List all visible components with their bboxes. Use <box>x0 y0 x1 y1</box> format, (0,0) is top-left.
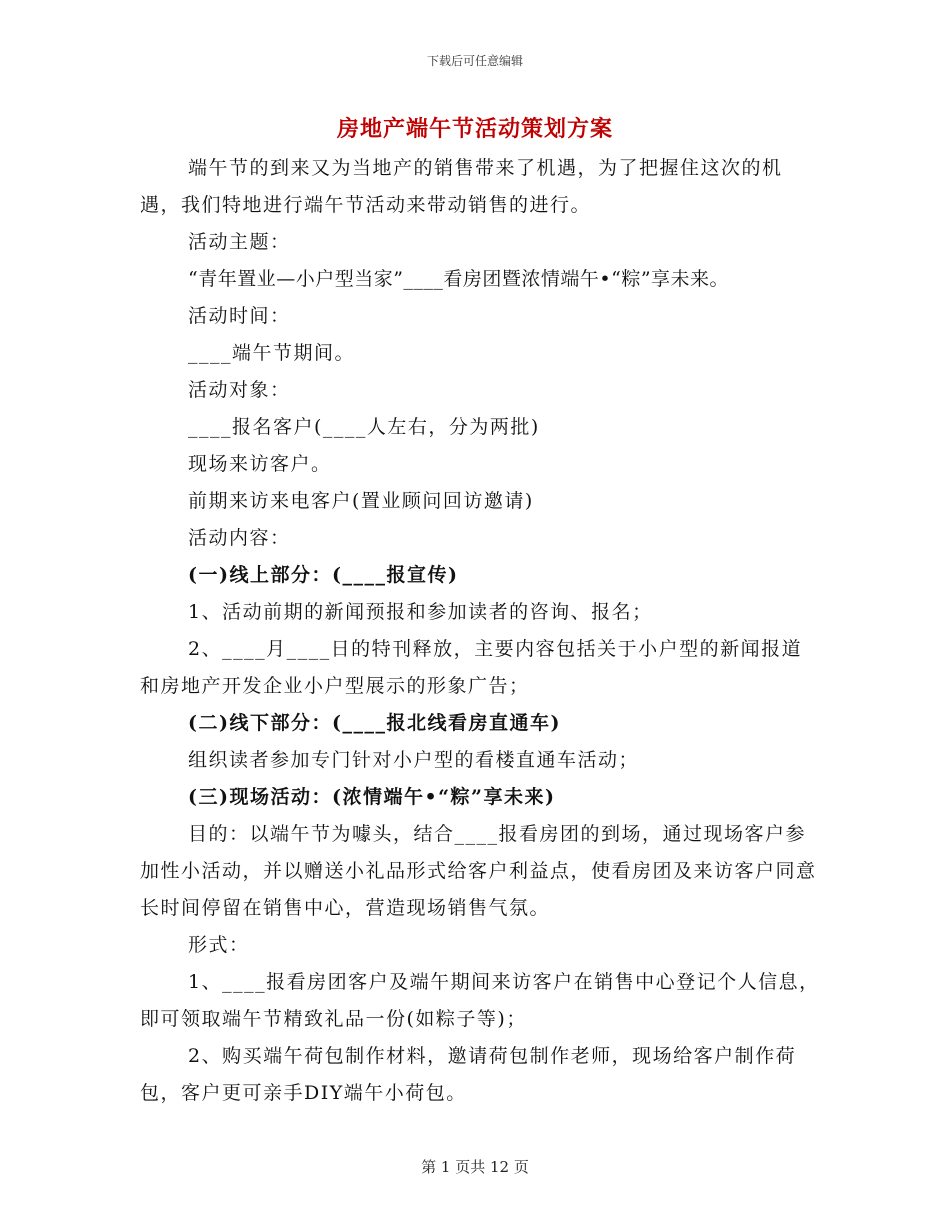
form-item-2: 2、购买端午荷包制作材料，邀请荷包制作老师，现场给客户制作荷包，客户更可亲手DIY端午小荷包。 <box>140 1045 797 1104</box>
time-heading: 活动时间： <box>188 305 291 327</box>
form-heading: 形式： <box>188 934 250 956</box>
intro-paragraph: 端午节的到来又为当地产的销售带来了机遇，为了把握住这次的机遇，我们特地进行端午节活动来带动销售的进行。 <box>140 157 783 216</box>
document-title: 房地产端午节活动策划方案 <box>336 116 613 142</box>
online-item-2: 2、____月____日的特刊释放，主要内容包括关于小户型的新闻报道和房地产开发企业小户型展示的形象广告； <box>140 638 803 697</box>
audience-item-2: 现场来访客户。 <box>188 453 332 475</box>
theme-text: “青年置业—小户型当家”____看房团暨浓情端午•“粽”享未来。 <box>188 268 730 290</box>
online-item-1: 1、活动前期的新闻预报和参加读者的咨询、报名； <box>188 601 653 623</box>
audience-heading: 活动对象： <box>188 379 291 401</box>
content-heading: 活动内容： <box>188 527 291 549</box>
page-footer: 第 1 页共 12 页 <box>421 1158 529 1176</box>
section-offline-heading: (二)线下部分：(____报北线看房直通车) <box>188 712 561 734</box>
page-header-note: 下载后可任意编辑 <box>426 54 523 68</box>
offline-text: 组织读者参加专门针对小户型的看楼直通车活动； <box>188 749 640 771</box>
audience-item-1: ____报名客户(____人左右，分为两批) <box>188 416 540 438</box>
theme-heading: 活动主题： <box>188 231 291 253</box>
section-onsite-heading: (三)现场活动：(浓情端午•“粽”享未来) <box>188 786 556 808</box>
document-body <box>140 150 820 1112</box>
time-text: ____端午节期间。 <box>188 342 356 364</box>
form-item-1: 1、____报看房团客户及端午期间来访客户在销售中心登记个人信息，即可领取端午节精致礼品一份(如粽子等)； <box>140 971 820 1030</box>
onsite-purpose: 目的：以端午节为噱头，结合____报看房团的到场，通过现场客户参加性小活动，并以赠送小礼品形式给客户利益点，使看房团及来访客户同意长时间停留在销售中心，营造现场销售气氛。 <box>140 823 817 919</box>
section-online-heading: (一)线上部分：(____报宣传) <box>188 564 459 586</box>
audience-item-3: 前期来访来电客户(置业顾问回访邀请) <box>188 490 534 512</box>
